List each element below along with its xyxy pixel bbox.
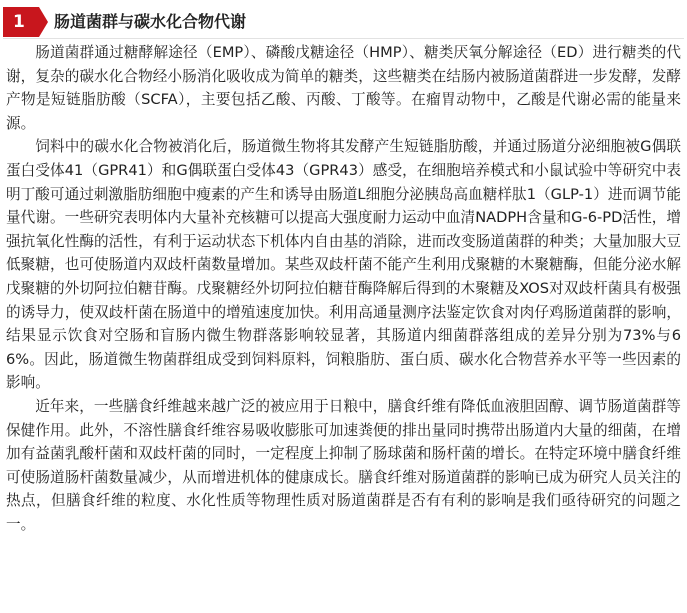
- article-body: [6, 41, 681, 536]
- section-header: [3, 6, 684, 39]
- paragraph-2: 饲料中的碳水化合物被消化后，肠道微生物将其发酵产生短链脂肪酸，并通过肠道分泌细胞被G偶联蛋白受体41（GPR41）和G偶联蛋白受体43（GPR43）感受，在细胞培养模式和小鼠试验中等研究中表明丁酸可通过刺激脂肪细胞中瘦素的产生和诱导由肠道L细胞分泌胰岛高血糖样肽1（GLP-1）进而调节能量代谢。一些研究表明体内大量补充核糖可以提高大强度耐力运动中血清NADPH含量和G-6-PD活性，增强抗氧化性酶的活性，有利于运动状态下机体内自由基的消除，进而改变肠道菌群的种类；大量加服大豆低聚糖，也可使肠道内双歧杆菌数量增加。某些双歧杆菌不能产生利用戊聚糖的木聚糖酶，但能分泌水解戊聚糖的外切阿拉伯糖苷酶。戊聚糖经外切阿拉伯糖苷酶降解后得到的木聚糖及XOS对双歧杆菌具有极强的诱导力，使双歧杆菌在肠道中的增殖速度加快。利用高通量测序法鉴定饮食对肉仔鸡肠道菌群的影响，结果显示饮食对空肠和盲肠内微生物群落影响较显著，其肠道内细菌群落组成的差异分别为73%与66%。因此，肠道微生物菌群组成受到饲料原料，饲粮脂肪、蛋白质、碳水化合物营养水平等一些因素的影响。: [6, 138, 681, 392]
- paragraph-3: 近年来，一些膳食纤维越来越广泛的被应用于日粮中，膳食纤维有降低血液胆固醇、调节肠道菌群等保健作用。此外，不溶性膳食纤维容易吸收膨胀可加速粪便的排出量同时携带出肠道内大量的细菌，在增加有益菌乳酸杆菌和双歧杆菌的同时，一定程度上抑制了肠球菌和肠杆菌的增长。在特定环境中膳食纤维可使肠道肠杆菌数量减少，从而增进机体的健康成长。膳食纤维对肠道菌群的影响已成为研究人员关注的热点，但膳食纤维的粒度、水化性质等物理性质对肠道菌群是否有有利的影响是我们亟待研究的问题之一。: [6, 397, 681, 533]
- section-number-badge: 1: [3, 7, 39, 37]
- paragraph-1: 肠道菌群通过糖酵解途径（EMP）、磷酸戊糖途径（HMP）、糖类厌氧分解途径（ED）进行糖类的代谢，复杂的碳水化合物经小肠消化吸收成为简单的糖类，这些糖类在结肠内被肠道菌群进一步发酵，发酵产物是短链脂肪酸（SCFA），主要包括乙酸、丙酸、丁酸等。在瘤胃动物中，乙酸是代谢必需的能量来源。: [6, 44, 681, 132]
- section-title: 肠道菌群与碳水化合物代谢: [54, 12, 247, 31]
